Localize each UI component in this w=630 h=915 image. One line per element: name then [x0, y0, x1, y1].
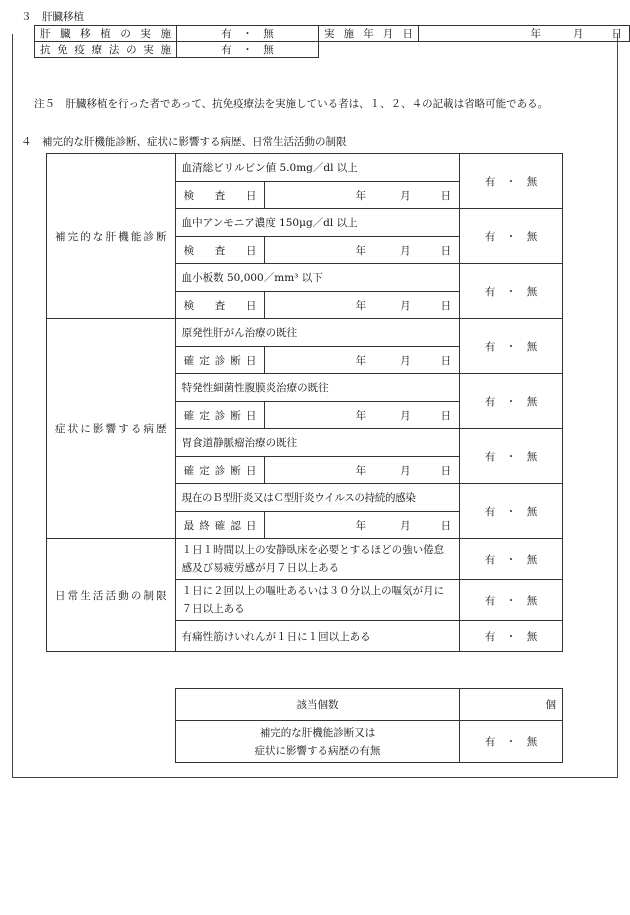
group-label-medical-history: 症状に影響する病歴 — [47, 319, 176, 539]
day-unit: 日 — [440, 299, 452, 312]
day-unit: 日 — [440, 244, 452, 257]
day-unit: 日 — [440, 189, 452, 202]
item-date[interactable] — [265, 237, 460, 264]
day-unit: 日 — [440, 409, 452, 422]
item-date[interactable] — [265, 292, 460, 319]
item-sub-label: 確定診断日 — [175, 402, 265, 429]
item-title: 血清総ビリルビン値 5.0mg／dl 以上 — [175, 154, 459, 182]
count-unit[interactable]: 個 — [460, 689, 563, 721]
table-row — [176, 689, 563, 721]
item-sub-label: 確定診断日 — [175, 347, 265, 374]
summary-table — [175, 688, 563, 763]
transplant-label: 肝臓移植の実施 — [35, 26, 177, 42]
month-unit: 月 — [400, 464, 411, 477]
item-result[interactable]: 有 ・ 無 — [460, 580, 563, 621]
item-result[interactable]: 有 ・ 無 — [460, 319, 563, 374]
item-result[interactable]: 有 ・ 無 — [460, 374, 563, 429]
year-unit: 年 — [355, 299, 367, 312]
year-unit: 年 — [355, 189, 367, 202]
item-result[interactable]: 有 ・ 無 — [460, 209, 563, 264]
item-sub-label: 検査日 — [175, 292, 265, 319]
section-3-heading: ３ 肝臓移植 — [21, 11, 84, 23]
assessment-table — [46, 153, 563, 652]
item-title: 血中アンモニア濃度 150μg／dl 以上 — [175, 209, 459, 237]
item-result[interactable]: 有 ・ 無 — [460, 154, 563, 209]
item-title: 血小板数 50,000／mm³ 以下 — [175, 264, 459, 292]
year-unit: 年 — [530, 28, 541, 40]
item-date[interactable] — [265, 347, 460, 374]
presence-value[interactable]: 有 ・ 無 — [460, 721, 563, 763]
day-unit: 日 — [440, 354, 452, 367]
item-title: 原発性肝がん治療の既往 — [175, 319, 459, 347]
table-row — [176, 721, 563, 763]
month-unit: 月 — [400, 299, 411, 312]
item-sub-label: 最終確認日 — [175, 512, 265, 539]
year-unit: 年 — [355, 354, 367, 367]
group-label-liver-function: 補完的な肝機能診断 — [47, 154, 176, 319]
item-result[interactable]: 有 ・ 無 — [460, 484, 563, 539]
transplant-value[interactable]: 有 ・ 無 — [177, 26, 319, 42]
item-result[interactable]: 有 ・ 無 — [460, 429, 563, 484]
note-5: 注５ 肝臓移植を行った者であって、抗免疫療法を実施している者は、１、２、４の記載は省略可能である。 — [34, 98, 549, 110]
transplant-row — [35, 26, 630, 42]
month-unit: 月 — [400, 409, 411, 422]
item-date[interactable] — [265, 512, 460, 539]
day-unit: 日 — [440, 464, 452, 477]
month-unit: 月 — [400, 189, 411, 202]
year-unit: 年 — [355, 244, 367, 257]
item-sub-label: 検査日 — [175, 237, 265, 264]
transplant-date-label: 実施年月日 — [319, 26, 419, 42]
month-unit: 月 — [400, 519, 411, 532]
immunotherapy-value[interactable]: 有 ・ 無 — [177, 42, 319, 58]
month-unit: 月 — [400, 354, 411, 367]
count-label: 該当個数 — [176, 689, 460, 721]
item-title: 現在のＢ型肝炎又はＣ型肝炎ウイルスの持続的感染 — [175, 484, 459, 512]
table-row — [47, 154, 563, 182]
item-title: １日に２回以上の嘔吐あるいは３０分以上の嘔気が月に７日以上ある — [175, 580, 459, 621]
item-title: １日１時間以上の安静臥床を必要とするほどの強い倦怠感及び易疲労感が月７日以上ある — [175, 539, 459, 580]
item-result[interactable]: 有 ・ 無 — [460, 264, 563, 319]
year-unit: 年 — [355, 519, 367, 532]
item-title: 胃食道静脈瘤治療の既往 — [175, 429, 459, 457]
item-sub-label: 確定診断日 — [175, 457, 265, 484]
item-result[interactable]: 有 ・ 無 — [460, 539, 563, 580]
year-unit: 年 — [355, 464, 367, 477]
section-4-heading: ４ 補完的な肝機能診断、症状に影響する病歴、日常生活活動の制限 — [21, 136, 347, 148]
immunotherapy-row — [35, 42, 630, 58]
item-date[interactable] — [265, 182, 460, 209]
item-sub-label: 検査日 — [175, 182, 265, 209]
transplant-date[interactable] — [419, 26, 630, 42]
group-label-daily-activity: 日常生活活動の制限 — [47, 539, 176, 652]
presence-label-line-1: 補完的な肝機能診断又は — [259, 726, 376, 739]
day-unit: 日 — [611, 28, 622, 40]
item-date[interactable] — [265, 457, 460, 484]
table-row — [47, 319, 563, 347]
item-title: 有痛性筋けいれんが１日に１回以上ある — [175, 621, 459, 652]
item-date[interactable] — [265, 402, 460, 429]
liver-transplant-table — [34, 25, 630, 58]
item-result[interactable]: 有 ・ 無 — [460, 621, 563, 652]
month-unit: 月 — [400, 244, 411, 257]
item-title: 特発性細菌性腹膜炎治療の既往 — [175, 374, 459, 402]
immunotherapy-label: 抗免疫療法の実施 — [35, 42, 177, 58]
table-row — [47, 539, 563, 580]
year-unit: 年 — [355, 409, 367, 422]
month-unit: 月 — [573, 28, 584, 40]
presence-label — [176, 721, 460, 763]
presence-label-line-2: 症状に影響する病歴の有無 — [254, 744, 381, 757]
day-unit: 日 — [440, 519, 452, 532]
